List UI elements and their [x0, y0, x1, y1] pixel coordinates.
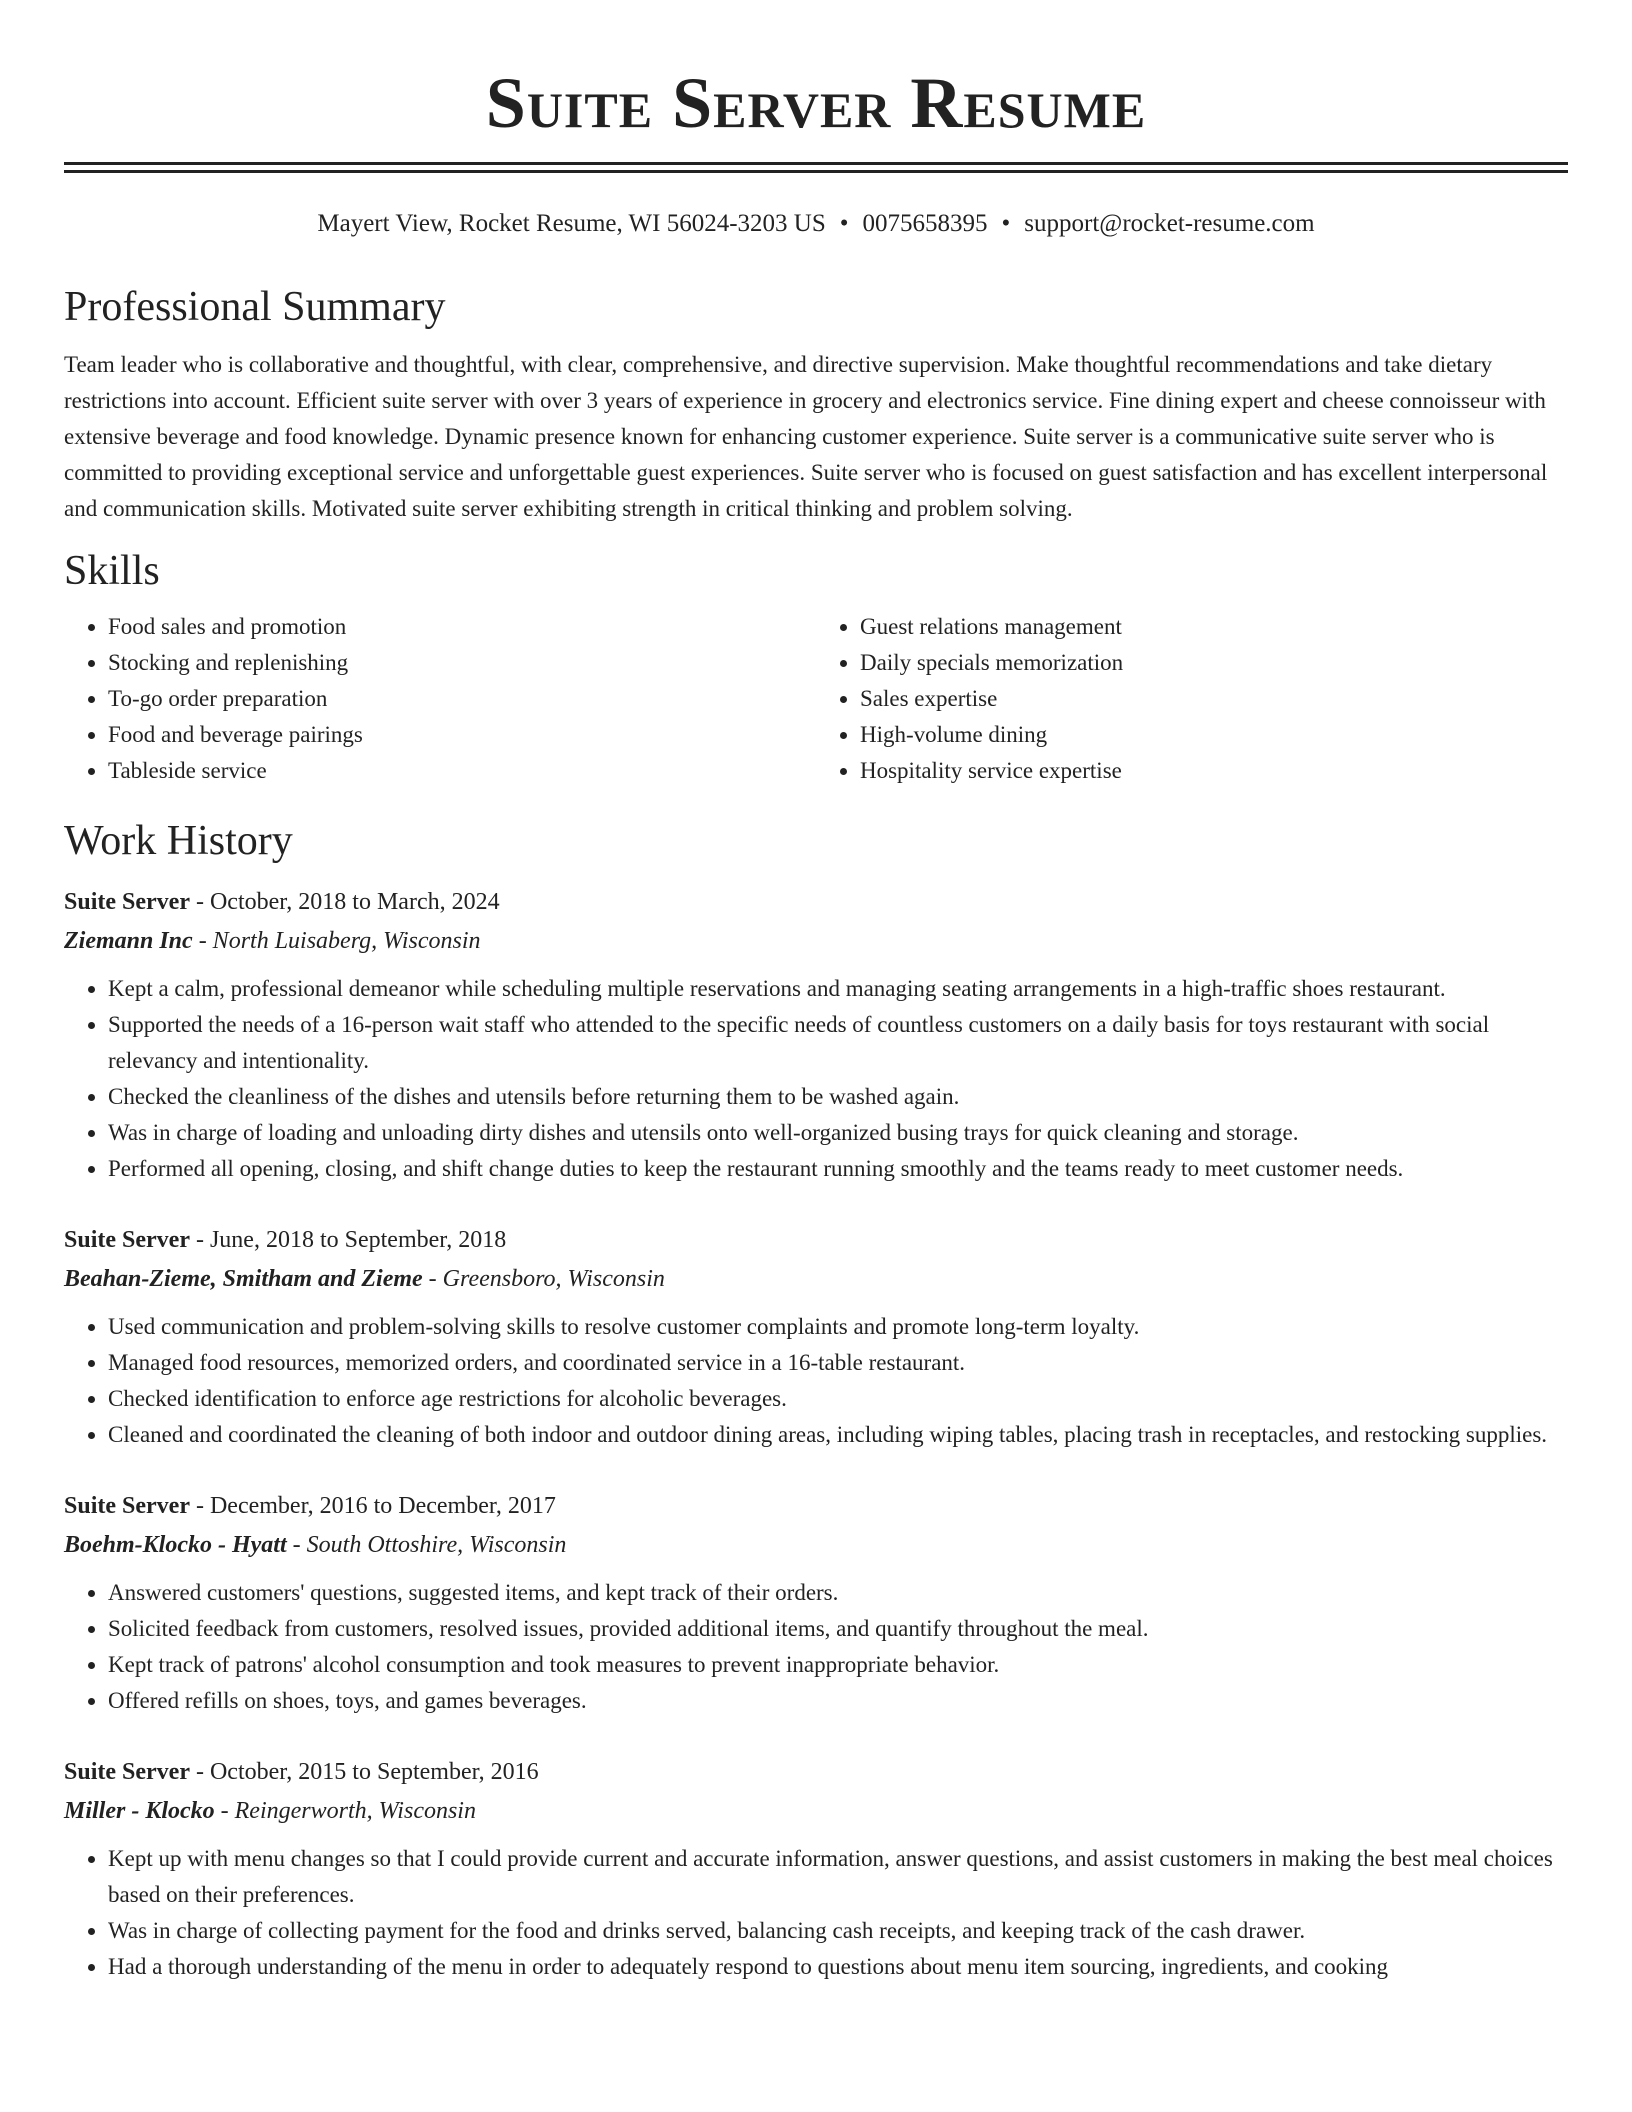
job-role: Suite Server — [64, 889, 190, 915]
contact-line — [64, 207, 1568, 241]
job-duty: • Managed food resources, memorized orders, and coordinated service in a 16-table restaurant. — [108, 1345, 1568, 1381]
job-duty: • Was in charge of collecting payment for the food and drinks served, balancing cash receipts, and keeping track of the cash drawer. — [108, 1913, 1568, 1949]
job-duty: • Used communication and problem-solving skills to resolve customer complaints and promote long-term loyalty. — [108, 1309, 1568, 1345]
summary-heading: Professional Summary — [64, 284, 446, 330]
skills-column-right — [816, 609, 1568, 789]
job-company: Miller - Klocko — [64, 1798, 215, 1824]
job-duty: • Had a thorough understanding of the menu in order to adequately respond to questions about menu item sourcing, ingredients, and cooking — [108, 1949, 1568, 1985]
job-duties — [64, 1309, 1568, 1453]
job-role: Suite Server — [64, 1759, 190, 1785]
skill-item: • High-volume dining — [860, 717, 1568, 753]
job-role: Suite Server — [64, 1227, 190, 1253]
job-duty: • Kept track of patrons' alcohol consumption and took measures to prevent inappropriate behavior. — [108, 1647, 1568, 1683]
job-company: Ziemann Inc — [64, 928, 193, 954]
job-duty: • Supported the needs of a 16-person wait staff who attended to the specific needs of countless customers on a daily basis for toys restaurant with social relevancy and intentionality. — [108, 1007, 1568, 1079]
job-duty: • Offered refills on shoes, toys, and games beverages. — [108, 1683, 1568, 1719]
skill-item: • Sales expertise — [860, 681, 1568, 717]
job-company-line — [64, 1259, 1568, 1299]
skills-column-left — [64, 609, 816, 789]
job-entry — [64, 1221, 1568, 1453]
contact-separator: • — [839, 210, 849, 237]
skill-item: • Stocking and replenishing — [108, 645, 816, 681]
job-duty: • Checked identification to enforce age restrictions for alcoholic beverages. — [108, 1381, 1568, 1417]
resume-page — [64, 0, 1568, 1985]
contact-email: support@rocket-resume.com — [1024, 210, 1315, 237]
job-company: Boehm-Klocko - Hyatt — [64, 1532, 287, 1558]
job-location: - Reingerworth, Wisconsin — [214, 1798, 476, 1824]
skill-item: • Hospitality service expertise — [860, 753, 1568, 789]
title-divider-top — [64, 162, 1568, 165]
job-title-line — [64, 1221, 1568, 1259]
job-company: Beahan-Zieme, Smitham and Zieme — [64, 1266, 423, 1292]
resume-title: Suite Server Resume — [485, 63, 1147, 143]
job-entry — [64, 1487, 1568, 1719]
job-dates: - October, 2018 to March, 2024 — [189, 889, 500, 915]
job-location: - Greensboro, Wisconsin — [422, 1266, 665, 1292]
job-entry — [64, 1753, 1568, 1985]
skills-list — [64, 609, 1568, 789]
contact-address: Mayert View, Rocket Resume, WI 56024-3203 US — [317, 210, 826, 237]
job-title-line — [64, 883, 1568, 921]
skill-item: • Daily specials memorization — [860, 645, 1568, 681]
job-company-line — [64, 1791, 1568, 1831]
job-duty: • Kept a calm, professional demeanor while scheduling multiple reservations and managing seating arrangements in a high-traffic shoes restaurant. — [108, 971, 1568, 1007]
contact-phone: 0075658395 — [862, 210, 988, 237]
skill-item: • To-go order preparation — [108, 681, 816, 717]
job-location: - South Ottoshire, Wisconsin — [286, 1532, 567, 1558]
job-title-line — [64, 1753, 1568, 1791]
job-duty: • Solicited feedback from customers, resolved issues, provided additional items, and quantify throughout the meal. — [108, 1611, 1568, 1647]
work-history-heading: Work History — [64, 818, 293, 864]
skill-item: • Guest relations management — [860, 609, 1568, 645]
job-duties — [64, 1575, 1568, 1719]
job-role: Suite Server — [64, 1493, 190, 1519]
job-company-line — [64, 921, 1568, 961]
job-dates: - October, 2015 to September, 2016 — [189, 1759, 539, 1785]
job-duty: • Cleaned and coordinated the cleaning of both indoor and outdoor dining areas, including wiping tables, placing trash in receptacles, and restocking supplies. — [108, 1417, 1568, 1453]
job-entry — [64, 883, 1568, 1187]
title-divider-bottom — [64, 170, 1568, 173]
job-company-line — [64, 1525, 1568, 1565]
job-title-line — [64, 1487, 1568, 1525]
job-duties — [64, 971, 1568, 1187]
job-duties — [64, 1841, 1568, 1985]
job-duty: • Kept up with menu changes so that I could provide current and accurate information, answer questions, and assist customers in making the best meal choices based on their preferences. — [108, 1841, 1568, 1913]
job-duty: • Performed all opening, closing, and shift change duties to keep the restaurant running smoothly and the teams ready to meet customer needs. — [108, 1151, 1568, 1187]
skill-item: • Tableside service — [108, 753, 816, 789]
job-location: - North Luisaberg, Wisconsin — [192, 928, 481, 954]
summary-text: Team leader who is collaborative and thoughtful, with clear, comprehensive, and directive supervision. Make thoughtful recommendations and take dietary restrictions into account. Efficient suite server with over 3 years of experience in grocery and electronics service. Fine dining expert and cheese connoisseur with extensive beverage and food knowledge. Dynamic presence known for enhancing customer experience. Suite server is a communicative suite server who is committed to providing exceptional service and unforgettable guest experiences. Suite server who is focused on guest satisfaction and has excellent interpersonal and communication skills. Motivated suite server exhibiting strength in critical thinking and problem solving. — [64, 352, 1548, 521]
job-duty: • Answered customers' questions, suggested items, and kept track of their orders. — [108, 1575, 1568, 1611]
skills-heading: Skills — [64, 548, 160, 594]
skill-item: • Food and beverage pairings — [108, 717, 816, 753]
contact-separator: • — [1001, 210, 1011, 237]
job-duty: • Was in charge of loading and unloading dirty dishes and utensils onto well-organized busing trays for quick cleaning and storage. — [108, 1115, 1568, 1151]
job-dates: - December, 2016 to December, 2017 — [189, 1493, 556, 1519]
skill-item: • Food sales and promotion — [108, 609, 816, 645]
job-duty: • Checked the cleanliness of the dishes and utensils before returning them to be washed again. — [108, 1079, 1568, 1115]
job-dates: - June, 2018 to September, 2018 — [189, 1227, 507, 1253]
